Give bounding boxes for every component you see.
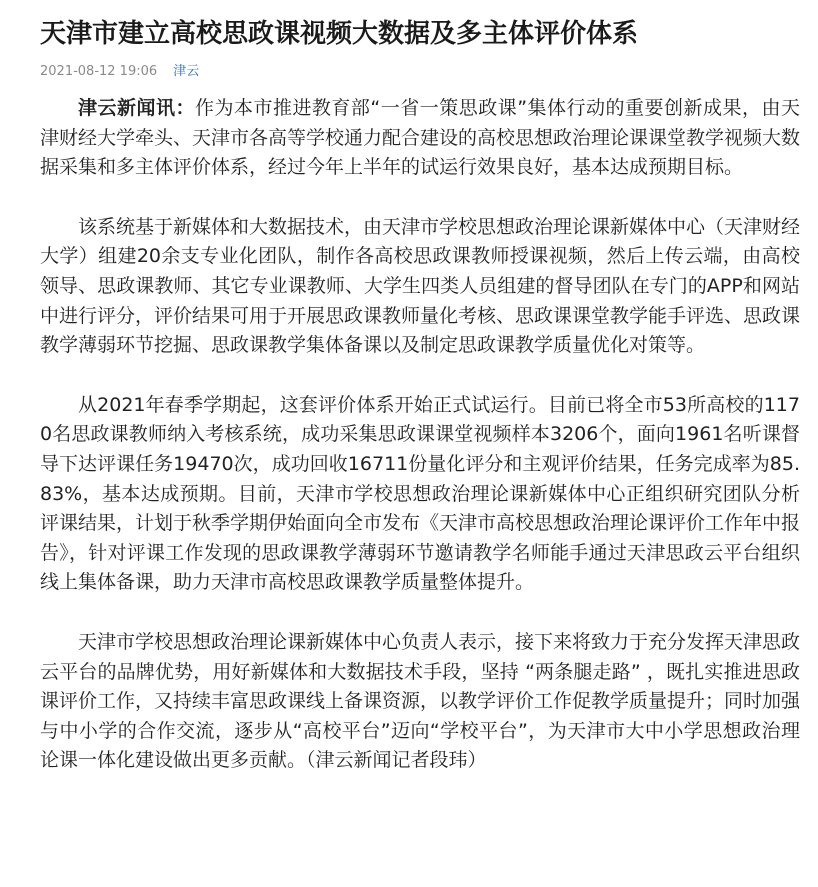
lead-label: 津云新闻讯： bbox=[78, 97, 195, 119]
paragraph-1 bbox=[40, 94, 800, 183]
article-title: 天津市建立高校思政课视频大数据及多主体评价体系 bbox=[40, 19, 639, 49]
paragraph-4: 天津市学校思想政治理论课新媒体中心负责人表示，接下来将致力于充分发挥天津思政云平台的品牌优势，用好新媒体和大数据技术手段，坚持 “两条腿走路” ，既扎实推进思政课评价工作，又持续丰富思政课线上备课资源，以教学评价工作促教学质量提升；同时加强与中小学的合作交流，逐步从“高校平台”迈向“学校平台”，为天津市大中小学思想政治理论课一体化建设做出更多贡献。（津云新闻记者段玮） bbox=[40, 630, 801, 772]
source-link[interactable]: 津云 bbox=[173, 64, 200, 79]
paragraph-1-text: 作为本市推进教育部“一省一策思政课”集体行动的重要创新成果，由天津财经大学牵头、天津市各高等学校通力配合建设的高校思想政治理论课课堂教学视频大数据采集和多主体评价体系，经过今年上半年的试运行效果良好，基本达成预期目标。 bbox=[40, 97, 801, 179]
article-meta bbox=[40, 62, 199, 82]
paragraph-3: 从2021年春季学期起，这套评价体系开始正式试运行。目前已将全市53所高校的1170名思政课教师纳入考核系统，成功采集思政课课堂视频样本3206个，面向1961名听课督导下达评课任务19470次，成功回收16711份量化评分和主观评价结果，任务完成率为85.83%，基本达成预期。目前，天津市学校思想政治理论课新媒体中心正组织研究团队分析评课结果，计划于秋季学期伊始面向全市发布《天津市高校思想政治理论课评价工作年中报告》，针对评课工作发现的思政课教学薄弱环节邀请教学名师能手通过天津思政云平台组织线上集体备课，助力天津市高校思政课教学质量整体提升。 bbox=[40, 393, 801, 594]
paragraph-2: 该系统基于新媒体和大数据技术，由天津市学校思想政治理论课新媒体中心（天津财经大学）组建20余支专业化团队，制作各高校思政课教师授课视频，然后上传云端，由高校领导、思政课教师、其它专业课教师、大学生四类人员组建的督导团队在专门的APP和网站中进行评分，评价结果可用于开展思政课教师量化考核、思政课课堂教学能手评选、思政课教学薄弱环节挖掘、思政课教学集体备课以及制定思政课教学质量优化对策等。 bbox=[40, 215, 801, 357]
article-body bbox=[40, 94, 800, 806]
publish-date: 2021-08-12 19:06 bbox=[40, 64, 158, 79]
